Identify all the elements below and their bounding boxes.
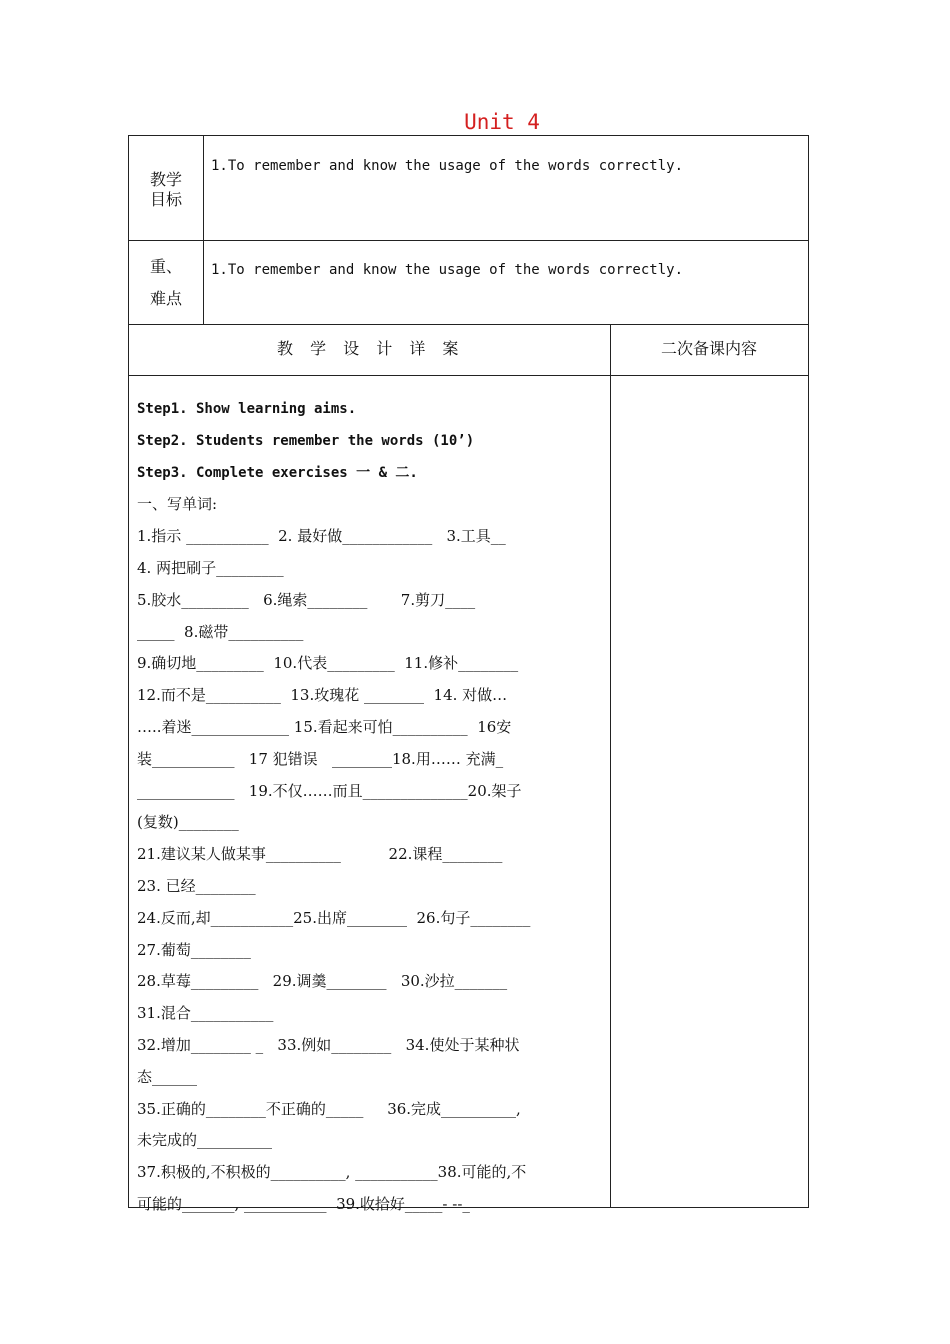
key-points-label-line1: 重、: [149, 257, 182, 276]
design-header: 教 学 设 计 详 案: [277, 339, 465, 358]
row-divider: [129, 240, 808, 241]
exercise-line: 12.而不是__________ 13.玫瑰花 ________ 14. 对做…: [137, 686, 508, 705]
key-points-text: 1.To remember and know the usage of the words correctly.: [211, 262, 684, 278]
secondary-header: 二次备课内容: [661, 339, 758, 358]
exercise-line: 5.胶水_________ 6.绳索________ 7.剪刀____: [137, 590, 476, 609]
step-line: Step1. Show learning aims.: [137, 401, 357, 417]
objectives-label-line1: 教学: [149, 170, 182, 189]
lesson-plan-table: [128, 135, 809, 1213]
exercise-line: 4. 两把刷子_________: [137, 558, 284, 577]
exercise-line: 1.指示 ___________ 2. 最好做____________ 3.工具__: [137, 527, 506, 546]
exercise-line: (复数)________: [137, 813, 239, 832]
exercise-line: 23. 已经________: [137, 876, 256, 895]
exercise-line: _____ 8.磁带__________: [137, 622, 304, 641]
exercise-line: 装___________ 17 犯错误 ________18.用…… 充满_: [137, 749, 504, 768]
exercise-line: …..着迷_____________ 15.看起来可怕__________ 16安: [137, 717, 512, 736]
exercise-line: 态______: [137, 1067, 198, 1086]
exercise-line: 24.反而,却___________25.出席________ 26.句子________: [137, 908, 531, 927]
exercise-line: 9.确切地_________ 10.代表_________ 11.修补________: [137, 654, 519, 673]
column-divider: [610, 324, 611, 1207]
exercise-line: 21.建议某人做某事__________ 22.课程________: [137, 845, 503, 864]
objectives-label: [129, 170, 203, 210]
exercise-line: 未完成的__________: [137, 1131, 273, 1150]
key-points-label: [129, 251, 203, 315]
exercise-line: 可能的_______, ___________ 39.收拾好_____- --_: [137, 1194, 470, 1213]
step-line: Step3. Complete exercises 一 & 二.: [137, 464, 418, 481]
page-title: Unit 4: [464, 110, 540, 134]
step-line: Step2. Students remember the words (10’): [137, 432, 475, 449]
exercise-line: 一、写单词:: [137, 495, 218, 514]
objectives-text: 1.To remember and know the usage of the words correctly.: [211, 158, 684, 174]
exercise-line: 35.正确的________不正确的_____ 36.完成__________,: [137, 1099, 521, 1118]
exercise-line: 27.葡萄________: [137, 940, 251, 959]
exercise-line: 37.积极的,不积极的__________, ___________38.可能的,不: [137, 1163, 527, 1182]
key-points-label-line2: 难点: [149, 289, 182, 308]
exercise-content: [137, 394, 605, 1221]
column-divider: [203, 136, 204, 324]
row-divider: [129, 324, 808, 325]
row-divider: [129, 375, 808, 376]
exercise-line: 32.增加________ _ 33.例如________ 34.使处于某种状: [137, 1035, 520, 1054]
exercise-line: _____________ 19.不仅……而且______________20.架子: [137, 781, 522, 800]
exercise-line: 28.草莓_________ 29.调羹________ 30.沙拉_______: [137, 972, 508, 991]
exercise-line: 31.混合___________: [137, 1004, 274, 1023]
objectives-label-line2: 目标: [149, 190, 182, 209]
